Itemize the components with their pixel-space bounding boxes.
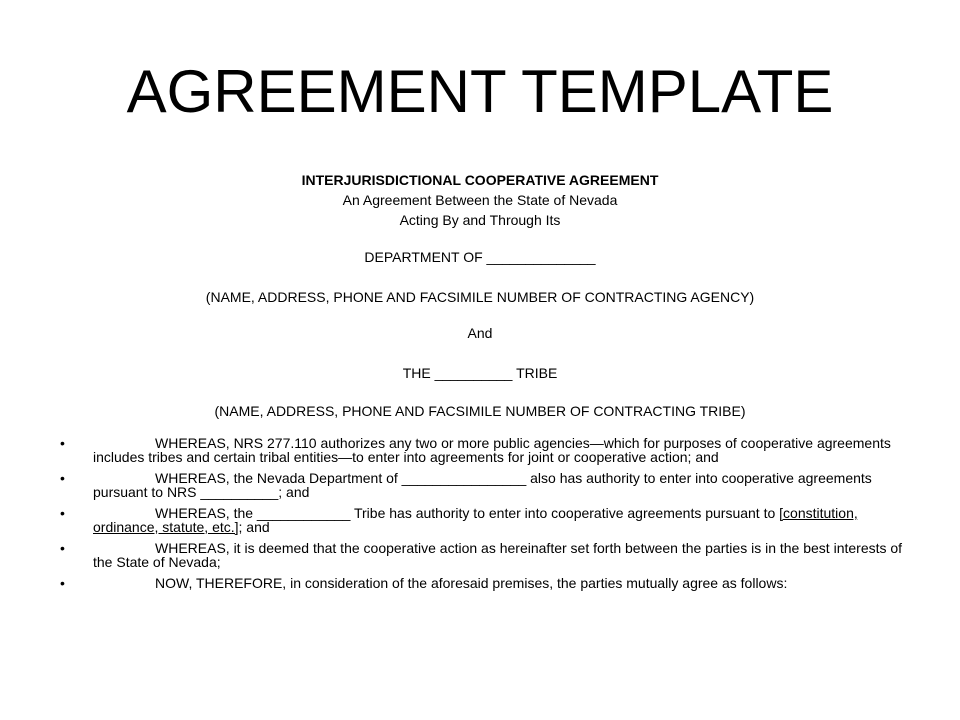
agreement-acting-line: Acting By and Through Its xyxy=(399,212,561,228)
department-line xyxy=(0,247,960,267)
contracting-tribe-line xyxy=(0,401,960,421)
contracting-agency-text: (NAME, ADDRESS, PHONE AND FACSIMILE NUMBER OF CONTRACTING AGENCY) xyxy=(205,289,755,305)
clause-text: WHEREAS, the Nevada Department of ________________ also has authority to enter into cooperative agreements pursuant to NRS __________; and xyxy=(93,470,872,500)
clause-item xyxy=(60,542,910,569)
clause-text: WHEREAS, the ____________ Tribe has authority to enter into cooperative agreements pursuant to xyxy=(155,505,780,521)
clause-item xyxy=(60,577,910,591)
contracting-tribe-text: (NAME, ADDRESS, PHONE AND FACSIMILE NUMBER OF CONTRACTING TRIBE) xyxy=(214,403,746,419)
clause-list xyxy=(60,437,910,599)
clause-text-end: ; and xyxy=(238,518,270,535)
clause-item xyxy=(60,437,910,464)
and-text: And xyxy=(467,325,493,341)
bullet-icon: • xyxy=(60,505,65,521)
bullet-icon: • xyxy=(60,470,65,486)
tribe-line xyxy=(0,363,960,383)
agreement-parties-line: An Agreement Between the State of Nevada xyxy=(342,192,618,208)
bullet-icon: • xyxy=(60,575,65,591)
department-text: DEPARTMENT OF ______________ xyxy=(364,249,596,265)
contracting-agency-line xyxy=(0,287,960,307)
agreement-header xyxy=(0,170,960,230)
tribe-text: THE __________ TRIBE xyxy=(402,365,558,381)
clause-underlined-text: [constitution, ordinance, statute, etc.] xyxy=(93,505,858,535)
clause-text: NOW, THEREFORE, in consideration of the aforesaid premises, the parties mutually agree as follows: xyxy=(155,575,788,591)
bullet-icon: • xyxy=(60,540,65,556)
bullet-icon: • xyxy=(60,435,65,451)
clause-item xyxy=(60,472,910,499)
and-line xyxy=(0,323,960,343)
slide-title: AGREEMENT TEMPLATE xyxy=(126,58,834,125)
clause-text: WHEREAS, it is deemed that the cooperative action as hereinafter set forth between the parties is in the best interests of the State of Nevada; xyxy=(93,540,903,570)
agreement-heading: INTERJURISDICTIONAL COOPERATIVE AGREEMENT xyxy=(301,172,659,188)
clause-item xyxy=(60,507,910,534)
clause-text: WHEREAS, NRS 277.110 authorizes any two or more public agencies—which for purposes of cooperative agreements includes tribes and certain tribal entities—to enter into agreements for joint or cooperative action; and xyxy=(93,435,891,465)
